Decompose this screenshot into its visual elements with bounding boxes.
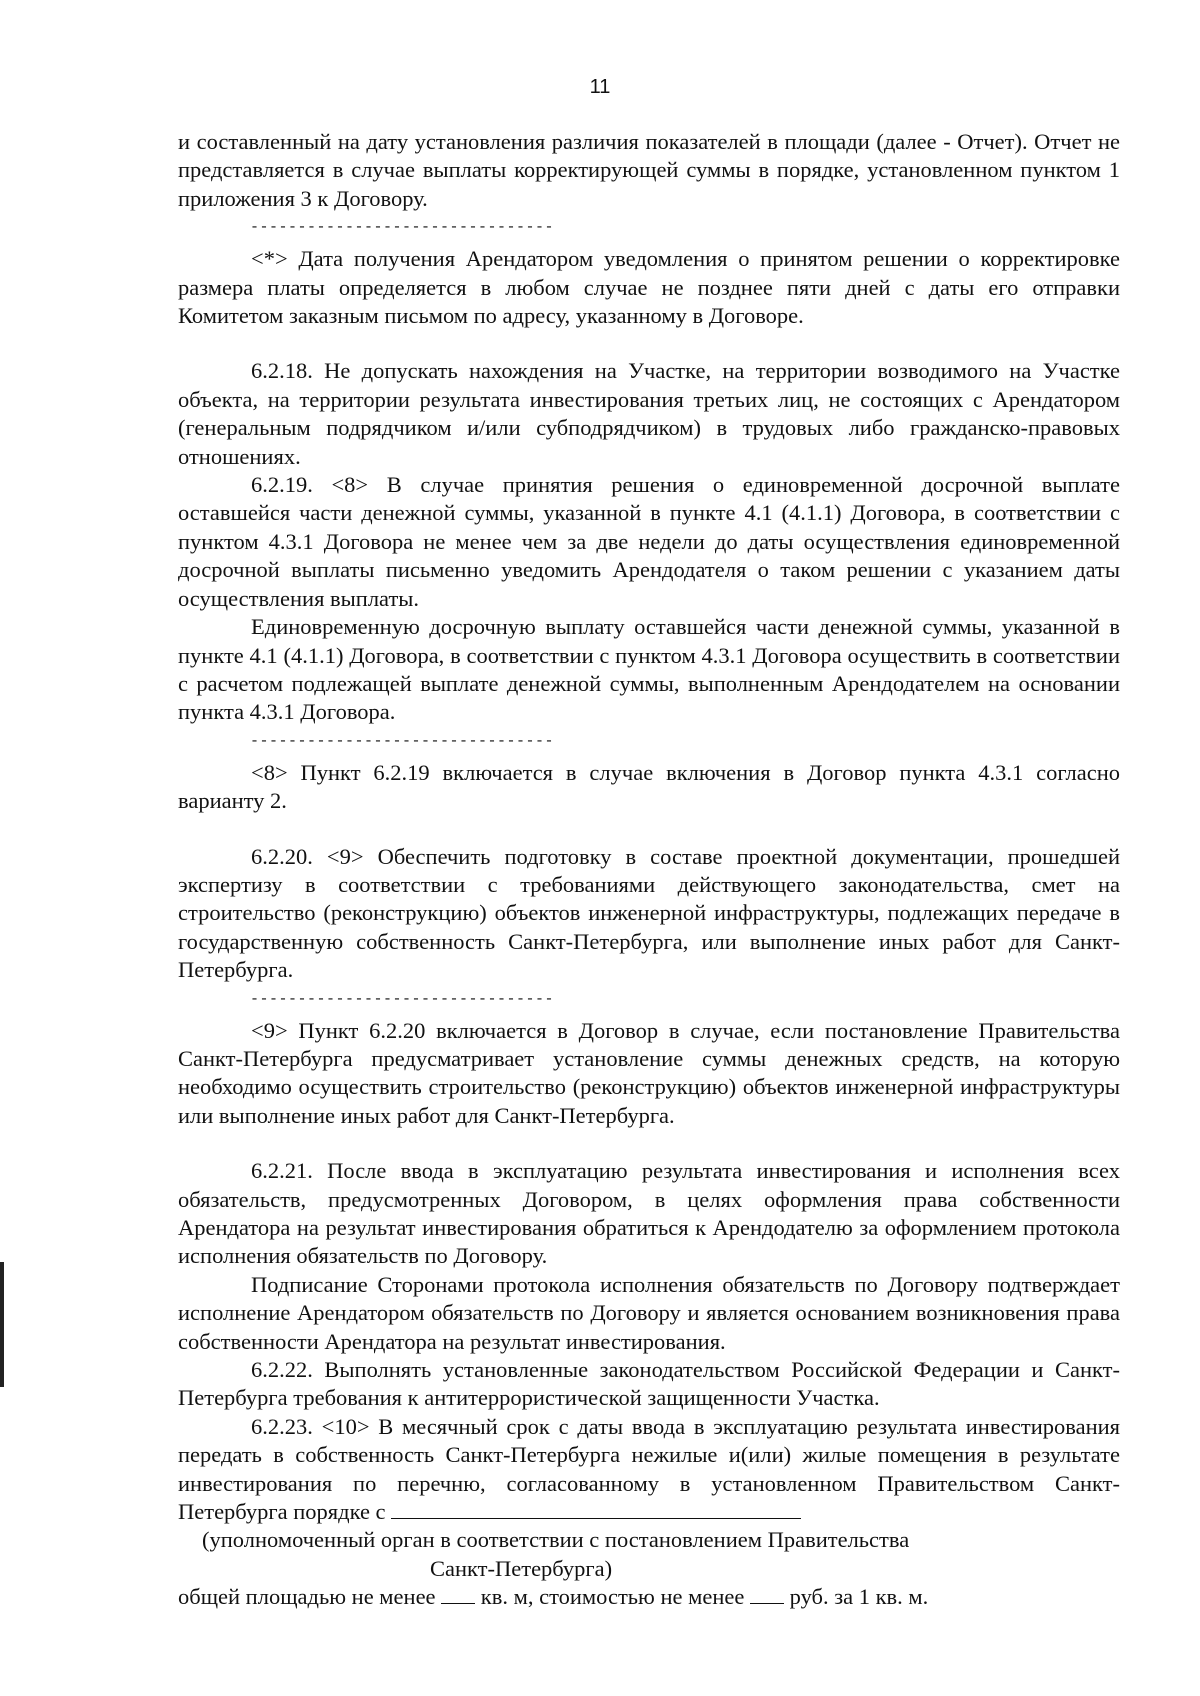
footnote-separator: --------------------------------	[250, 732, 555, 750]
scan-edge-mark	[0, 1262, 4, 1387]
clause-6-2-18: 6.2.18. Не допускать нахождения на Участке, на территории возводимого на Участке объекта, на территории результата инвестирования третьих лиц, не состоящих с Арендатором (генеральным подрядчиком и/или субподрядчиком) в трудовых либо гражданско-правовых отношениях.	[178, 358, 1120, 469]
clause-6-2-19: 6.2.19. <8> В случае принятия решения о единовременной досрочной выплате оставшейся части денежной суммы, указанной в пункте 4.1 (4.1.1) Договора, в соответствии с пунктом 4.3.1 Договора не менее чем за две недели до даты осуществления единовременной досрочной выплаты письменно уведомить Арендодателя о таком решении с указанием даты осуществления выплаты.	[178, 472, 1120, 611]
clause-6-2-23	[178, 1413, 1120, 1527]
per-sqm-label: руб. за 1 кв. м.	[789, 1584, 929, 1610]
footnote-star: <*> Дата получения Арендатором уведомления о принятом решении о корректировке размера платы определяется в любом случае не позднее пяти дней с даты его отправки Комитетом заказным письмом по адресу, указанному в Договоре.	[178, 246, 1120, 329]
cost-label: кв. м, стоимостью не менее	[480, 1584, 745, 1610]
page-number: 11	[589, 76, 611, 98]
footnote-8: <8> Пункт 6.2.19 включается в случае включения в Договор пункта 4.3.1 согласно варианту 2.	[178, 759, 1120, 814]
blank-authority-field	[391, 1498, 801, 1519]
clause-6-2-22: 6.2.22. Выполнять установленные законодательством Российской Федерации и Санкт-Петербурга требования к антитеррористической защищенности Участка.	[178, 1357, 1120, 1411]
clause-6-2-21: 6.2.21. После ввода в эксплуатацию результата инвестирования и исполнения всех обязательств, предусмотренных Договором, в целях оформления права собственности Арендатора на результат инвестирования обратиться к Арендодателю за оформлением протокола исполнения обязательств по Договору.	[178, 1158, 1120, 1269]
footnote-9: <9> Пункт 6.2.20 включается в Договор в случае, если постановление Правительства Санкт-Петербурга предусматривает установление суммы денежных средств, на которую необходимо осуществить строительство (реконструкцию) объектов инженерной инфраструктуры или выполнение иных работ для Санкт-Петербурга.	[178, 1017, 1120, 1128]
clause-6-2-19-continued: Единовременную досрочную выплату оставшейся части денежной суммы, указанной в пункте 4.1 (4.1.1) Договора, в соответствии с пунктом 4.3.1 Договора осуществить в соответствии с расчетом подлежащей выплате денежной суммы, выполненным Арендодателем на основании пункта 4.3.1 Договора.	[178, 614, 1120, 725]
area-cost-line	[178, 1583, 1120, 1611]
paragraph-report: и составленный на дату установления различия показателей в площади (далее - Отчет). Отчет не представляется в случае выплаты корректирующей суммы в порядке, установленном пунктом 1 приложения 3 к Договору.	[178, 129, 1120, 211]
clause-6-2-23-text: 6.2.23. <10> В месячный срок с даты ввода в эксплуатацию результата инвестирования передать в собственность Санкт-Петербурга нежилые и(или) жилые помещения в результате инвестирования по перечню, согласованному в установленном Правительством Санкт-Петербурга порядке с	[178, 1413, 1120, 1525]
clause-6-2-21-continued: Подписание Сторонами протокола исполнения обязательств по Договору подтверждает исполнение Арендатором обязательств по Договору и является основанием возникновения права собственности Арендатора на результат инвестирования.	[178, 1271, 1120, 1354]
blank-cost-field	[750, 1583, 784, 1604]
area-label: общей площадью не менее	[178, 1584, 436, 1610]
footnote-separator: --------------------------------	[250, 990, 555, 1008]
clause-6-2-20: 6.2.20. <9> Обеспечить подготовку в составе проектной документации, прошедшей экспертизу в соответствии с требованиями действующего законодательства, смет на строительство (реконструкцию) объектов инженерной инфраструктуры, подлежащих передаче в государственную собственность Санкт-Петербурга, или выполнение иных работ для Санкт-Петербурга.	[178, 843, 1120, 983]
footnote-separator: --------------------------------	[250, 219, 555, 237]
caption-authority-city: Санкт-Петербурга)	[430, 1555, 613, 1581]
document-body	[178, 128, 1120, 1612]
caption-authority: (уполномоченный орган в соответствии с постановлением Правительства	[202, 1527, 910, 1553]
blank-area-field	[441, 1583, 475, 1604]
